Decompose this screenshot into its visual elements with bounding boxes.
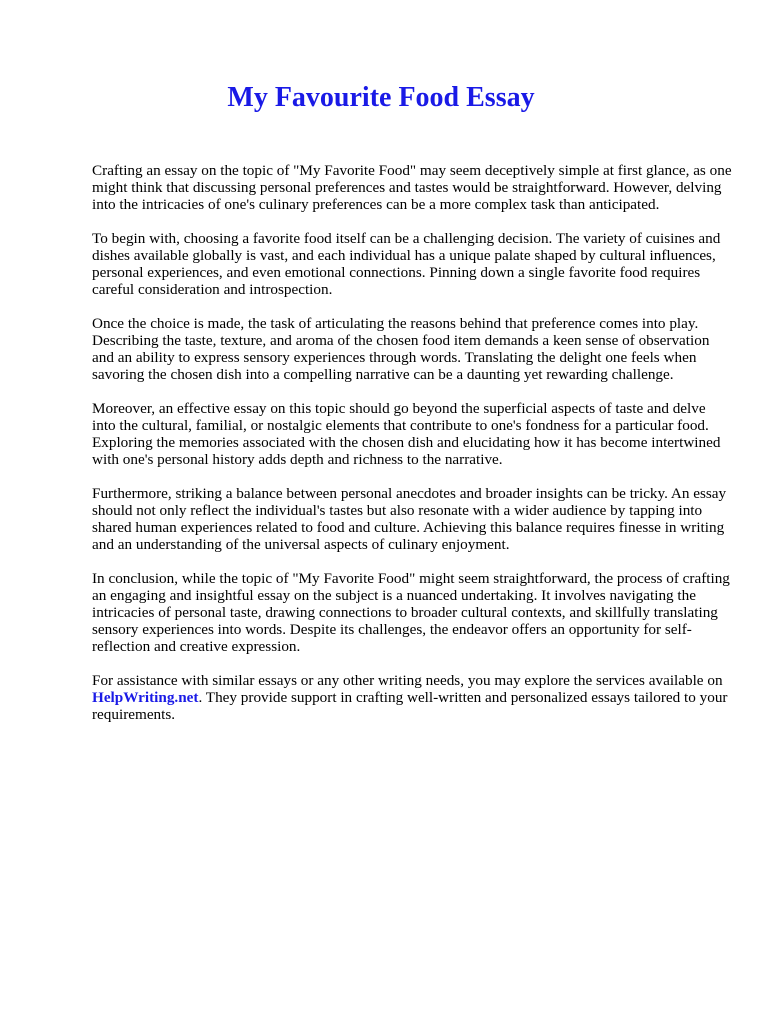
paragraph-intro: Crafting an essay on the topic of "My Favorite Food" may seem deceptively simple at first glance, as one might think that discussing personal preferences and tastes would be straightforward. However, delving into the intricacies of one's culinary preferences can be a more complex task than anticipated. [92, 162, 732, 213]
paragraph-closing [92, 672, 732, 723]
paragraph-cultural: Moreover, an effective essay on this topic should go beyond the superficial aspects of taste and delve into the cultural, familial, or nostalgic elements that contribute to one's fondness for a particular food. Exploring the memories associated with the chosen dish and elucidating how it has become intertwined with one's personal history adds depth and richness to the narrative. [92, 400, 721, 468]
paragraph-articulating: Once the choice is made, the task of articulating the reasons behind that preference comes into play. Describing the taste, texture, and aroma of the chosen food item demands a keen sense of observation and an ability to express sensory experiences through words. Translating the delight one feels when savoring the chosen dish into a compelling narrative can be a daunting yet rewarding challenge. [92, 315, 710, 383]
paragraph-choosing: To begin with, choosing a favorite food itself can be a challenging decision. The variety of cuisines and dishes available globally is vast, and each individual has a unique palate shaped by cultural influences, personal experiences, and even emotional connections. Pinning down a single favorite food requires careful consideration and introspection. [92, 230, 721, 298]
page-title: My Favourite Food Essay [227, 82, 535, 113]
paragraph-balance: Furthermore, striking a balance between personal anecdotes and broader insights can be tricky. An essay should not only reflect the individual's tastes but also resonate with a wider audience by tapping into shared human experiences related to food and culture. Achieving this balance requires finesse in writing and an understanding of the universal aspects of culinary enjoyment. [92, 485, 727, 553]
closing-text-after-link: . They provide support in crafting well-written and personalized essays tailored to your requirements. [92, 689, 728, 723]
helpwriting-link[interactable]: HelpWriting.net [92, 689, 199, 706]
paragraph-conclusion: In conclusion, while the topic of "My Favorite Food" might seem straightforward, the process of crafting an engaging and insightful essay on the subject is a nuanced undertaking. It involves navigating the intricacies of personal taste, drawing connections to broader cultural contexts, and skillfully translating sensory experiences into words. Despite its challenges, the endeavor offers an opportunity for self-reflection and creative expression. [92, 570, 730, 655]
closing-text-before-link: For assistance with similar essays or any other writing needs, you may explore the services available on [92, 672, 723, 689]
